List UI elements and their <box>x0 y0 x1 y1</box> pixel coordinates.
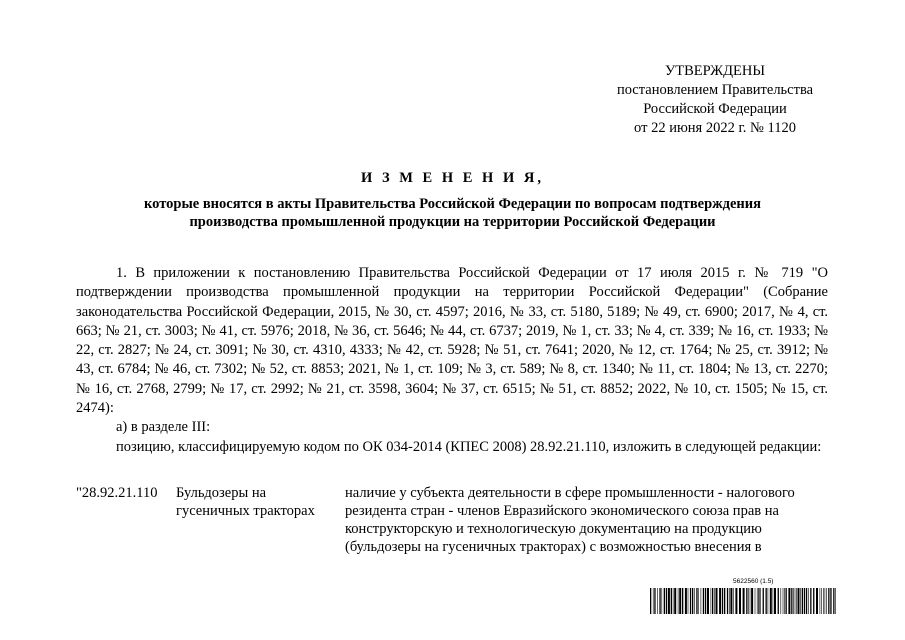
paragraph: 1. В приложении к постановлению Правительства Российской Федерации от 17 июля 2015 г. № 719 "О подтверждении производства промышленной продукции на территории Российской Федерации" (Собрание законодательства Российской Федерации, 2015, № 30, ст. 4597; 2016, № 33, ст. 5180, 5189; № 49, ст. 6900; 2017, № 4, ст. 663; № 21, ст. 3003; № 41, ст. 5976; 2018, № 36, ст. 5646; № 44, ст. 6737; 2019, № 1, ст. 33; № 4, ст. 339; № 16, ст. 1933; № 22, ст. 2827; № 24, ст. 3091; № 30, ст. 4310, 4333; № 42, ст. 5928; № 51, ст. 7641; 2020, № 12, ст. 1764; № 25, ст. 3912; № 43, ст. 6784; № 46, ст. 7302; № 52, ст. 8853; 2021, № 1, ст. 109; № 3, ст. 589; № 8, ст. 1340; № 11, ст. 1804; № 13, ст. 2270; № 16, ст. 2768, 2799; № 17, ст. 2992; № 21, ст. 3598, 3604; № 37, ст. 6515; № 51, ст. 8852; 2022, № 10, ст. 1505; № 15, ст. 2474): <box>76 265 828 417</box>
document-subtitle: которые вносятся в акты Правительства Российской Федерации по вопросам подтверждения производства промышленной продукции на территории Российской Федерации <box>144 196 761 230</box>
table-cell-code: "28.92.21.110 <box>76 485 158 501</box>
barcode-image <box>650 588 836 614</box>
table-cell-name: Бульдозеры на гусеничных тракторах <box>176 485 315 519</box>
approval-date: от 22 июня 2022 г. № 1120 <box>634 120 796 136</box>
paragraph: а) в разделе III: <box>116 419 211 436</box>
approval-line: Российской Федерации <box>643 101 787 117</box>
approval-block <box>590 62 840 138</box>
approval-heading: УТВЕРЖДЕНЫ <box>664 63 766 79</box>
barcode-label: 5622560 (1.5) <box>733 578 774 585</box>
paragraph: позицию, классифицируемую кодом по ОК 034-2014 (КПЕС 2008) 28.92.21.110, изложить в следующей редакции: <box>116 438 822 455</box>
approval-line: постановлением Правительства <box>616 82 814 98</box>
document-body <box>76 264 828 457</box>
table-cell-requirement: наличие у субъекта деятельности в сфере промышленности - налогового резидента стран - членов Евразийского экономического союза прав на конструкторскую и технологическую документацию на продукцию (бульдозеры на гусеничных тракторах) с возможностью внесения в <box>345 485 795 555</box>
document-title: И З М Е Н Е Н И Я, <box>361 170 544 186</box>
